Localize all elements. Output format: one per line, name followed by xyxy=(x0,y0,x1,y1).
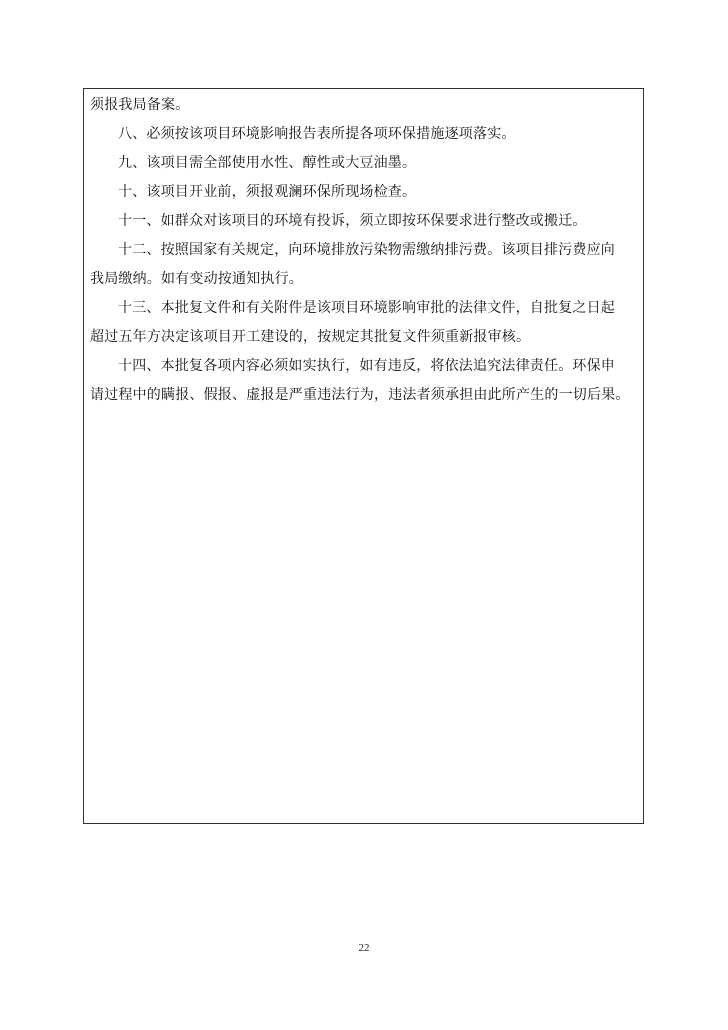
approval-conditions-text xyxy=(90,91,643,410)
text-line: 十一、如群众对该项目的环境有投诉，须立即按环保要求进行整改或搬迁。 xyxy=(118,213,587,229)
approval-text-box xyxy=(83,88,644,824)
text-line: 十三、本批复文件和有关附件是该项目环境影响审批的法律文件，自批复之日起 xyxy=(118,300,615,316)
page-number: 22 xyxy=(358,942,370,954)
text-line: 九、该项目需全部使用水性、醇性或大豆油墨。 xyxy=(118,155,417,171)
text-line: 我局缴纳。如有变动按通知执行。 xyxy=(90,271,303,287)
text-line: 十四、本批复各项内容必须如实执行，如有违反，将依法追究法律责任。环保申 xyxy=(118,358,615,374)
text-line: 十、该项目开业前，须报观澜环保所现场检查。 xyxy=(118,184,417,200)
text-line: 十二、按照国家有关规定，向环境排放污染物需缴纳排污费。该项目排污费应向 xyxy=(118,242,615,258)
text-line: 超过五年方决定该项目开工建设的，按规定其批复文件须重新报审核。 xyxy=(90,329,531,345)
text-line: 请过程中的瞒报、假报、虚报是严重违法行为，违法者须承担由此所产生的一切后果。 xyxy=(90,387,630,403)
text-line: 八、必须按该项目环境影响报告表所提各项环保措施逐项落实。 xyxy=(118,126,516,142)
text-line: 须报我局备案。 xyxy=(90,97,190,113)
